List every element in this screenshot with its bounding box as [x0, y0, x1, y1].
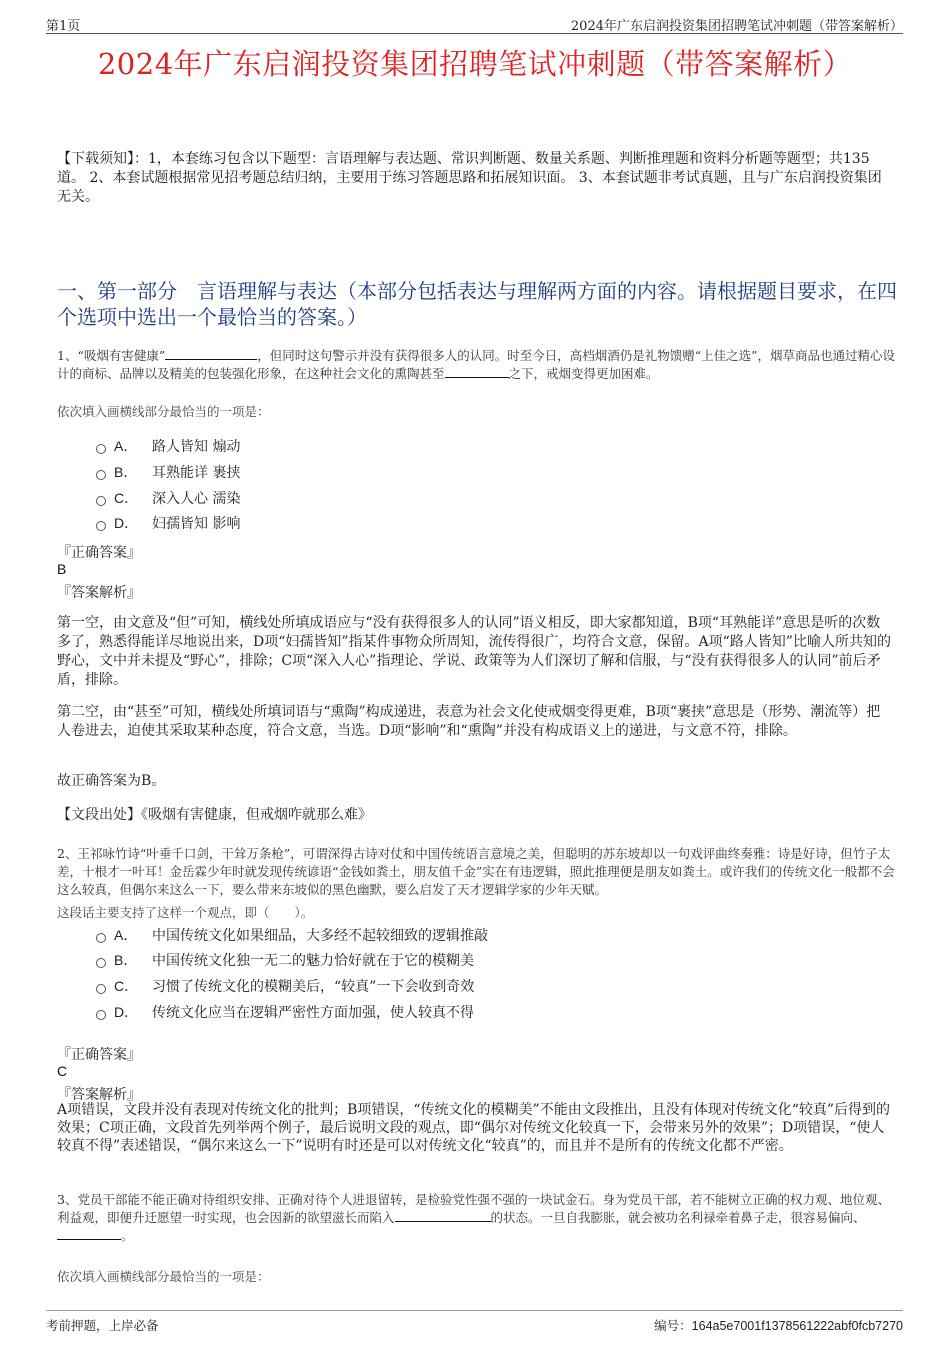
question-2-answer: C — [57, 1063, 68, 1079]
document-id: 164a5e7001f1378561222abf0fcb7270 — [691, 1319, 903, 1333]
page-number: 第1页 — [46, 19, 81, 34]
question-2-option-c[interactable]: C． 习惯了传统文化的模糊美后，“较真”一下会收到奇效 — [96, 976, 474, 996]
question-3-stem: 3、党员干部能不能正确对待组织安排、正确对待个人进退留转，是检验党性强不强的一块试金石。身为党员干部，若不能树立正确的权力观、地位观、利益观，即便升迁愿望一时实现，也会因新的欲望滋长而陷入 的状态。一旦自我膨胀，就会被功名利禄牵着鼻子走，很容易偏向、。 — [57, 1192, 890, 1243]
question-2-option-d[interactable]: D． 传统文化应当在逻辑严密性方面加强，使人较真不得 — [96, 1002, 474, 1022]
question-2-prompt: 这段话主要支持了这样一个观点，即（ ）。 — [57, 905, 314, 920]
question-1-analysis-1: 第一空，由文意及“但”可知，横线处所填成语应与“没有获得很多人的认同”语义相反，即大家都知道，B项“耳熟能详”意思是听的次数多了，熟悉得能详尽地说出来，D项“妇孺皆知”指某件事物众所周知，流传得很广，均符合文意，保留。A项“路人皆知”比喻人所共知的野心，文中并未提及“野心”，排除；C项“深入人心”指理论、学说、政策等为人们深切了解和信服，与“没有获得很多人的认同”前后矛盾，排除。 — [57, 615, 891, 688]
question-3-prompt: 依次填入画横线部分最恰当的一项是： — [57, 1269, 270, 1284]
footer-code: 编号：164a5e7001f1378561222abf0fcb7270 — [654, 1318, 903, 1333]
question-1-prompt: 依次填入画横线部分最恰当的一项是： — [57, 404, 270, 419]
footer-divider — [46, 1310, 903, 1311]
question-2-analysis: A项错误，文段并没有表现对传统文化的批判；B项错误，“传统文化的模糊美”不能由文段推出，且没有体现对传统文化“较真”后得到的效果；C项正确，文段首先列举两个例子，最后说明文段的观点，即“偶尔对传统文化较真一下，会带来另外的效果”；D项错误，“使人较真不得”表述错误，“偶尔来这么一下”说明有时还是可以对传统文化“较真”的，而且并不是所有的传统文化都不严密。 — [57, 1102, 891, 1154]
document-title: 2024年广东启润投资集团招聘笔试冲刺题（带答案解析） — [97, 47, 853, 81]
question-1-source: 【文段出处】《吸烟有害健康，但戒烟咋就那么难》 — [57, 807, 372, 823]
section-heading: 一、第一部分 言语理解与表达（本部分包括表达与理解两方面的内容。请根据题目要求，在四个选项中选出一个最恰当的答案。） — [57, 279, 897, 329]
question-2-option-a[interactable]: A． 中国传统文化如果细品，大多经不起较细致的逻辑推敲 — [96, 925, 488, 945]
question-1-option-d[interactable]: D． 妇孺皆知 影响 — [96, 513, 240, 533]
question-1-analysis-label: 『答案解析』 — [57, 585, 141, 601]
radio-icon[interactable] — [96, 496, 106, 506]
question-2-answer-label: 『正确答案』 — [57, 1047, 141, 1063]
radio-icon[interactable] — [96, 1010, 106, 1020]
radio-icon[interactable] — [96, 470, 106, 480]
question-1-analysis-2: 第二空，由“甚至”可知，横线处所填词语与“熏陶”构成递进，表意为社会文化使戒烟变得更难，B项“裹挟”意思是（形势、潮流等）把人卷进去，迫使其采取某种态度，符合文意，当选。D项“影响”和“熏陶”并没有构成语义上的递进，与文意不符，排除。 — [57, 704, 881, 739]
question-1-answer-label: 『正确答案』 — [57, 545, 141, 561]
radio-icon[interactable] — [96, 444, 106, 454]
question-1-answer: B — [57, 561, 67, 577]
radio-icon[interactable] — [96, 521, 106, 531]
radio-icon[interactable] — [96, 984, 106, 994]
radio-icon[interactable] — [96, 933, 106, 943]
radio-icon[interactable] — [96, 958, 106, 968]
question-1-stem: 1、“吸烟有害健康” ，但同时这句警示并没有获得很多人的认同。时至今日，高档烟酒仍是礼物馈赠“上佳之选”，烟草商品也通过精心设计的商标、品牌以及精美的包装强化形象，在这种社会文化的熏陶甚至 之下，戒烟变得更加困难。 — [57, 348, 896, 381]
question-1-option-b[interactable]: B． 耳熟能详 裹挟 — [96, 462, 240, 482]
question-1-conclusion: 故正确答案为B。 — [57, 773, 166, 789]
question-2-option-b[interactable]: B． 中国传统文化独一无二的魅力恰好就在于它的模糊美 — [96, 950, 474, 970]
question-1-option-c[interactable]: C． 深入人心 濡染 — [96, 488, 240, 508]
header-doc-title: 2024年广东启润投资集团招聘笔试冲刺题（带答案解析） — [570, 19, 903, 34]
header-divider — [46, 33, 903, 34]
question-1-option-a[interactable]: A． 路人皆知 煽动 — [96, 436, 240, 456]
question-2-stem: 2、王祁咏竹诗“叶垂千口剑，干耸万条枪”，可谓深得古诗对仗和中国传统语言意境之美，但聪明的苏东坡却以一句戏评曲终奏雅：诗是好诗，但竹子太差，十根才一叶耳！金岳霖少年时就发现传统谚语“金钱如粪土，朋友值千金”实在有违逻辑，照此推理便是朋友如粪土。或许我们的传统文化一般都不会这么较真，但偶尔来这么一下，要么带来东坡似的黑色幽默，要么启发了天才逻辑学家的少年天赋。 — [57, 846, 895, 897]
footer-slogan: 考前押题，上岸必备 — [46, 1318, 159, 1333]
download-notice: 【下载须知】：1，本套练习包含以下题型：言语理解与表达题、常识判断题、数量关系题、判断推理题和资料分析题等题型；共135道。 2、本套试题根据常见招考题总结归纳，主要用于练习答题思路和拓展知识面。 3、本套试题非考试真题，且与广东启润投资集团无关。 — [57, 151, 882, 205]
question-2-analysis-label: 『答案解析』 — [57, 1087, 141, 1103]
